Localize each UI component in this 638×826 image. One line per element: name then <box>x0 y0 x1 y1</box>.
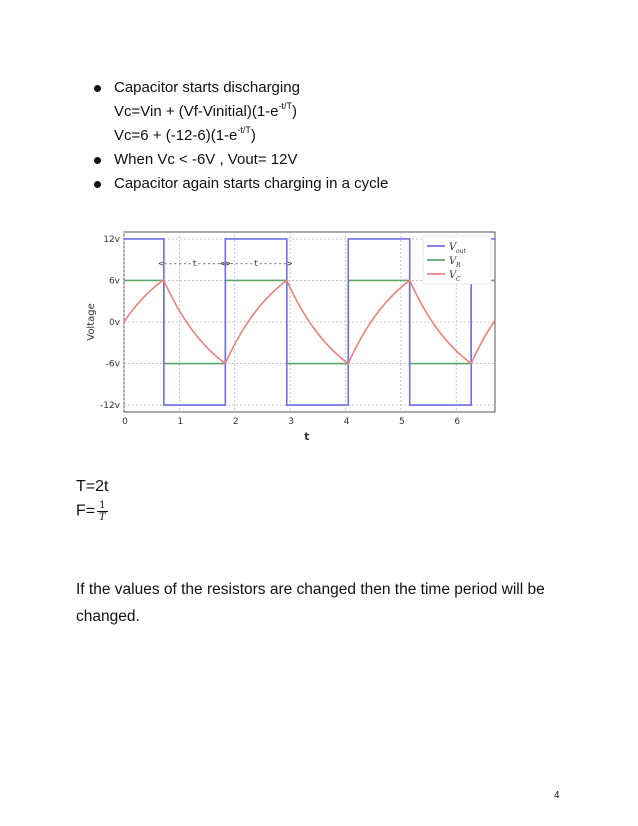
legend-label-sub: C <box>456 276 461 283</box>
y-axis-label: Voltage <box>86 303 97 341</box>
y-tick-label: 0v <box>108 318 120 328</box>
bullet-text: Capacitor again starts charging in a cycle <box>114 175 389 192</box>
y-tick-label: -6v <box>105 359 120 370</box>
period-formula: T=2t <box>76 478 109 495</box>
page-number: 4 <box>554 790 560 801</box>
formula-line <box>94 124 554 148</box>
period-annotation: <------t------> <box>219 259 293 269</box>
waveform-chart <box>82 224 500 456</box>
x-tick-label: 1 <box>177 417 184 427</box>
bullet-dot <box>94 181 101 188</box>
bullet-item <box>94 76 554 100</box>
bullet-dot <box>94 85 101 92</box>
waveform-svg <box>82 224 500 456</box>
bullet-list <box>94 76 554 196</box>
formula-text: $Vc=Vin + (Vf-Vinitial)(1-e^{-t/T})$ <box>114 101 298 120</box>
legend-label: V <box>449 256 457 267</box>
bullet-dot <box>94 157 101 164</box>
formula-text: $Vc=6 + (-12-6)(1-e^{-t/T})$ <box>114 125 256 144</box>
bullet-item <box>94 172 554 196</box>
legend-label: V <box>449 242 457 253</box>
bullet-item <box>94 148 554 172</box>
period-annotation: <------t------> <box>158 259 231 269</box>
x-tick-label: 3 <box>288 417 294 427</box>
x-tick-label: 2 <box>232 417 239 427</box>
bullet-text: Capacitor starts discharging <box>114 79 300 96</box>
legend-label-sub: R <box>456 262 461 269</box>
fraction: $\frac{1}{T}$ <box>98 500 106 523</box>
y-tick-label: 12v <box>103 234 120 245</box>
y-tick-label: 6v <box>108 276 120 287</box>
x-tick-label: 0 <box>122 417 128 427</box>
x-tick-label: 5 <box>398 417 405 427</box>
legend-label-sub: out <box>456 248 466 255</box>
x-tick-label: 6 <box>454 417 461 427</box>
body-paragraph: If the values of the resistors are changed then the time period will be changed. <box>76 581 545 625</box>
x-axis-label: t <box>304 430 310 443</box>
y-tick-label: -12v <box>99 401 120 412</box>
legend-label: V <box>449 270 457 281</box>
frequency-formula: F= $\frac{1}{T}$ <box>76 500 106 523</box>
bullet-text: When Vc < -6V , Vout= 12V <box>114 151 298 168</box>
formula-line <box>94 100 554 124</box>
x-tick-label: 4 <box>343 417 350 427</box>
